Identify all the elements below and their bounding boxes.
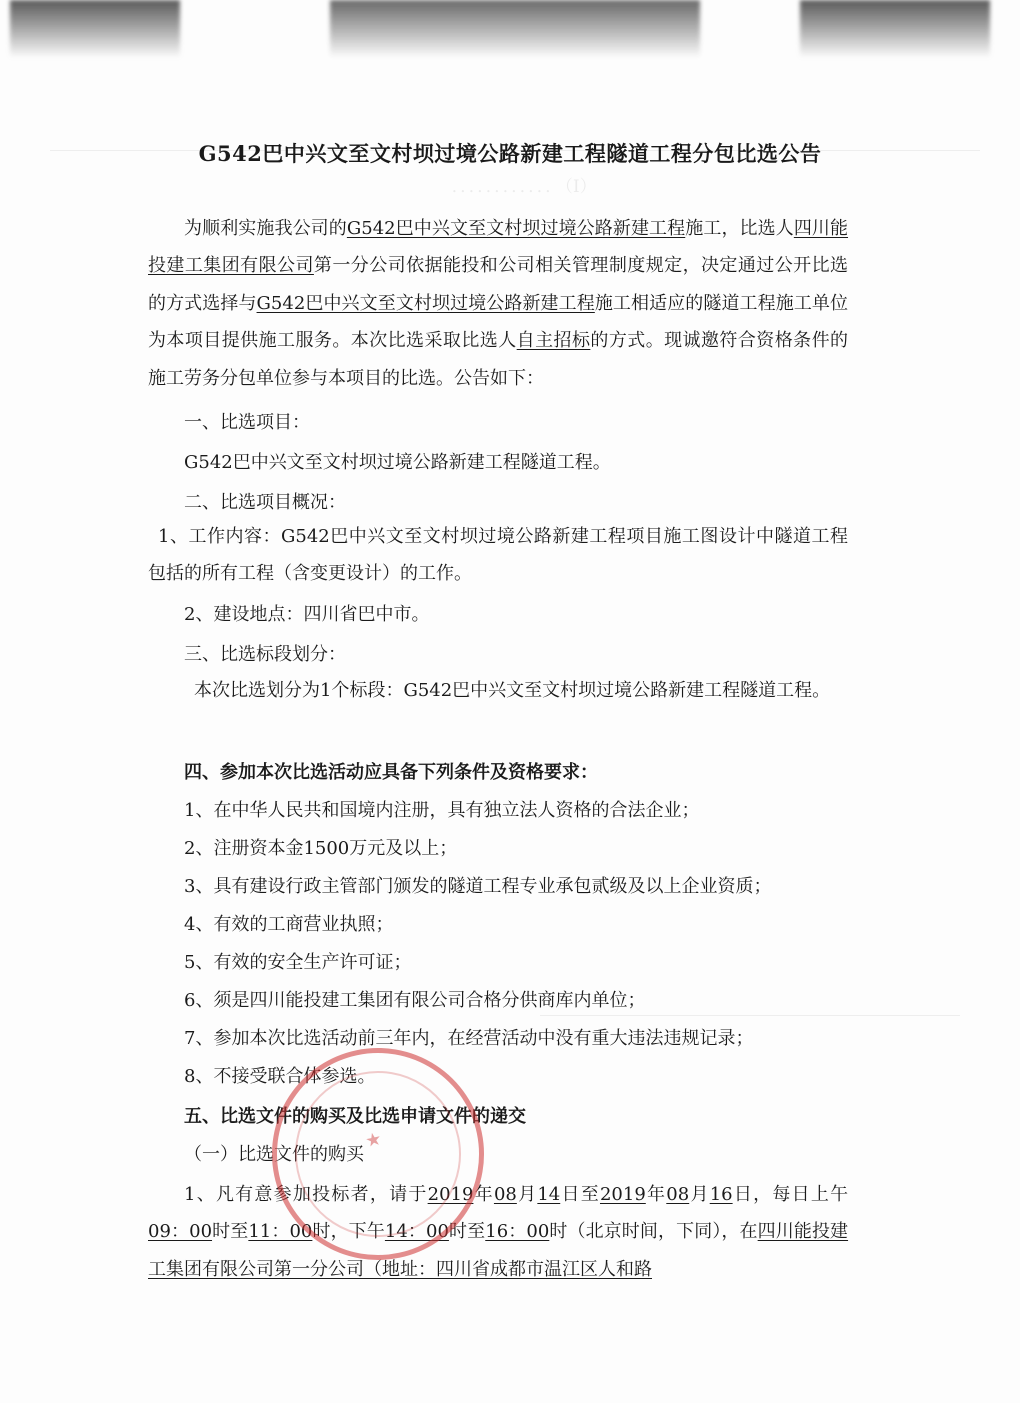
intro-paragraph: 为顺利实施我公司的G542巴中兴文至文村坝过境公路新建工程施工，比选人四川能投建工集团有限公司第一分公司依据能投和公司相关管理制度规定，决定通过公开比选的方式选择与G542巴中兴文至文村坝过境公路新建工程施工相适应的隧道工程施工单位为本项目提供施工服务。本次比选采取比选人自主招标的方式。现诚邀符合资格条件的施工劳务分包单位参与本项目的比选。公告如下： xyxy=(148,218,849,389)
requirement-item: 1、在中华人民共和国境内注册，具有独立法人资格的合法企业； xyxy=(184,800,700,821)
requirement-item: 8、不接受联合体参选。 xyxy=(184,1066,376,1087)
stamp-star-icon: ★ xyxy=(363,1127,387,1153)
section-5-heading: 五、比选文件的购买及比选申请文件的递交 xyxy=(184,1106,526,1127)
section-1-heading: 一、比选项目： xyxy=(184,412,310,433)
section-5-subheading: （一）比选文件的购买 xyxy=(184,1144,364,1165)
scan-artifact-line xyxy=(540,1015,960,1016)
section-1-text: G542巴中兴文至文村坝过境公路新建工程隧道工程。 xyxy=(184,452,611,473)
section-3-heading: 三、比选标段划分： xyxy=(184,644,346,665)
section-2-item-1: 1、工作内容：G542巴中兴文至文村坝过境公路新建工程项目施工图设计中隧道工程包括的所有工程（含变更设计）的工作。 xyxy=(148,526,848,585)
requirement-item: 5、有效的安全生产许可证； xyxy=(184,952,412,973)
section-2-heading: 二、比选项目概况： xyxy=(184,492,346,513)
bleed-through-text: （Ⅰ） ．．．．．．．．．．．． xyxy=(440,177,597,197)
requirement-item: 4、有效的工商营业执照； xyxy=(184,914,394,935)
section-2-item-2: 2、建设地点：四川省巴中市。 xyxy=(184,604,430,625)
scan-smudge xyxy=(800,0,990,58)
requirement-item: 6、须是四川能投建工集团有限公司合格分供商库内单位； xyxy=(184,990,646,1011)
scan-smudge xyxy=(10,0,180,58)
requirement-item: 3、具有建设行政主管部门颁发的隧道工程专业承包贰级及以上企业资质； xyxy=(184,876,772,897)
requirement-item: 7、参加本次比选活动前三年内，在经营活动中没有重大违法违规记录； xyxy=(184,1028,754,1049)
document-title: G542巴中兴文至文村坝过境公路新建工程隧道工程分包比选公告 xyxy=(198,141,822,166)
section-3-text: 本次比选划分为1个标段：G542巴中兴文至文村坝过境公路新建工程隧道工程。 xyxy=(194,680,831,701)
scan-smudge xyxy=(330,0,700,58)
section-4-heading: 四、参加本次比选活动应具备下列条件及资格要求： xyxy=(184,762,598,783)
requirement-item: 2、注册资本金1500万元及以上； xyxy=(184,838,458,859)
section-5-item-1: 1、凡有意参加投标者，请于2019年08月14日至2019年08月16日，每日上午09：00时至11：00时，下午14：00时至16：00时（北京时间，下同），在四川能投建工集团有限公司第一分公司（地址：四川省成都市温江区人和路 xyxy=(148,1184,849,1280)
